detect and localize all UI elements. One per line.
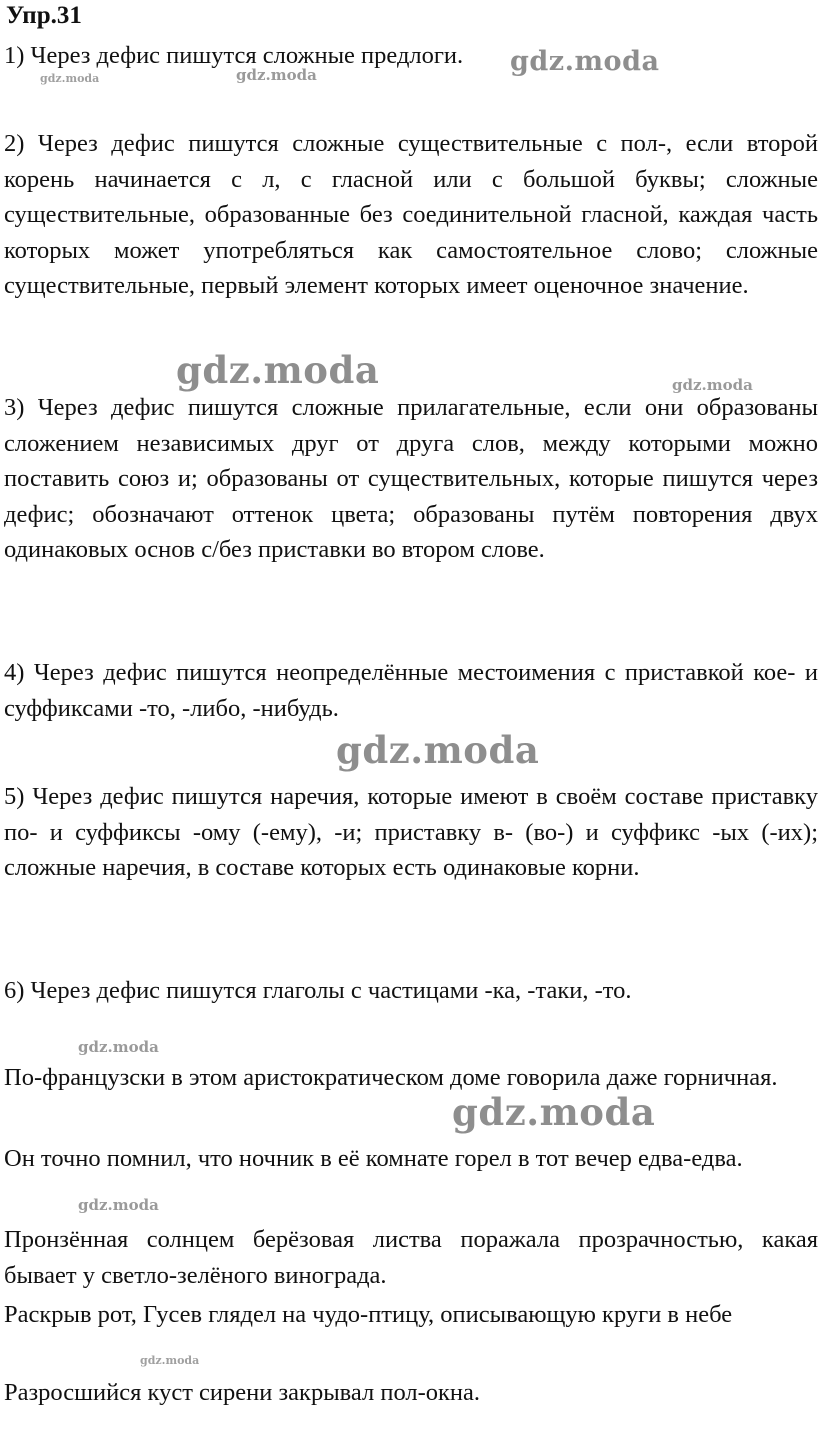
item-1: 1) Через дефис пишутся сложные предлоги.: [4, 42, 464, 69]
watermark: gdz.moda: [336, 728, 540, 772]
sentence-2: Он точно помнил, что ночник в её комнате горел в тот вечер едва-едва.: [4, 1145, 743, 1172]
sentence-1: По-французски в этом аристократическом доме говорила даже горничная.: [4, 1064, 778, 1091]
sentence-5: Разросшийся куст сирени закрывал пол-окна.: [4, 1379, 481, 1406]
watermark: gdz.moda: [672, 376, 753, 394]
item-4: 4) Через дефис пишутся неопределённые местоимения с приставкой кое- и суффиксами -то, -либо, -нибудь.: [4, 659, 818, 722]
watermark: gdz.moda: [78, 1038, 159, 1056]
watermark: gdz.moda: [236, 66, 317, 84]
sentence-4: Раскрыв рот, Гусев глядел на чудо-птицу, описывающую круги в небе: [4, 1301, 733, 1328]
watermark: gdz.moda: [40, 72, 100, 85]
item-3: 3) Через дефис пишутся сложные прилагательные, если они образованы сложением независимых друг от друга слов, между которыми можно поставить союз и; образованы от существительных, которые пишутся через дефис; обозначают оттенок цвета; образованы путём повторения двух одинаковых основ с/без приставки во втором слове.: [4, 394, 818, 563]
watermark: gdz.moda: [510, 46, 660, 77]
item-6: 6) Через дефис пишутся глаголы с частицами -ка, -таки, -то.: [4, 977, 632, 1004]
sentence-3: Пронзённая солнцем берёзовая листва поражала прозрачностью, какая бывает у светло-зелёного винограда.: [4, 1226, 818, 1289]
item-5: 5) Через дефис пишутся наречия, которые имеют в своём составе приставку по- и суффиксы -ому (-ему), -и; приставку в- (во-) и суффикс -ых (-их); сложные наречия, в составе которых есть одинаковые корни.: [4, 783, 818, 881]
watermark: gdz.moda: [140, 1354, 200, 1367]
item-2: 2) Через дефис пишутся сложные существительные с пол-, если второй корень начинается с л, с гласной или с большой буквы; сложные существительные, образованные без соединительной гласной, каждая часть которых может употребляться как самостоятельное слово; сложные существительные, первый элемент которых имеет оценочное значение.: [4, 130, 818, 299]
watermark: gdz.moda: [78, 1196, 159, 1214]
watermark: gdz.moda: [452, 1090, 656, 1134]
page-title: Упр.31: [6, 2, 82, 29]
watermark: gdz.moda: [176, 348, 380, 392]
